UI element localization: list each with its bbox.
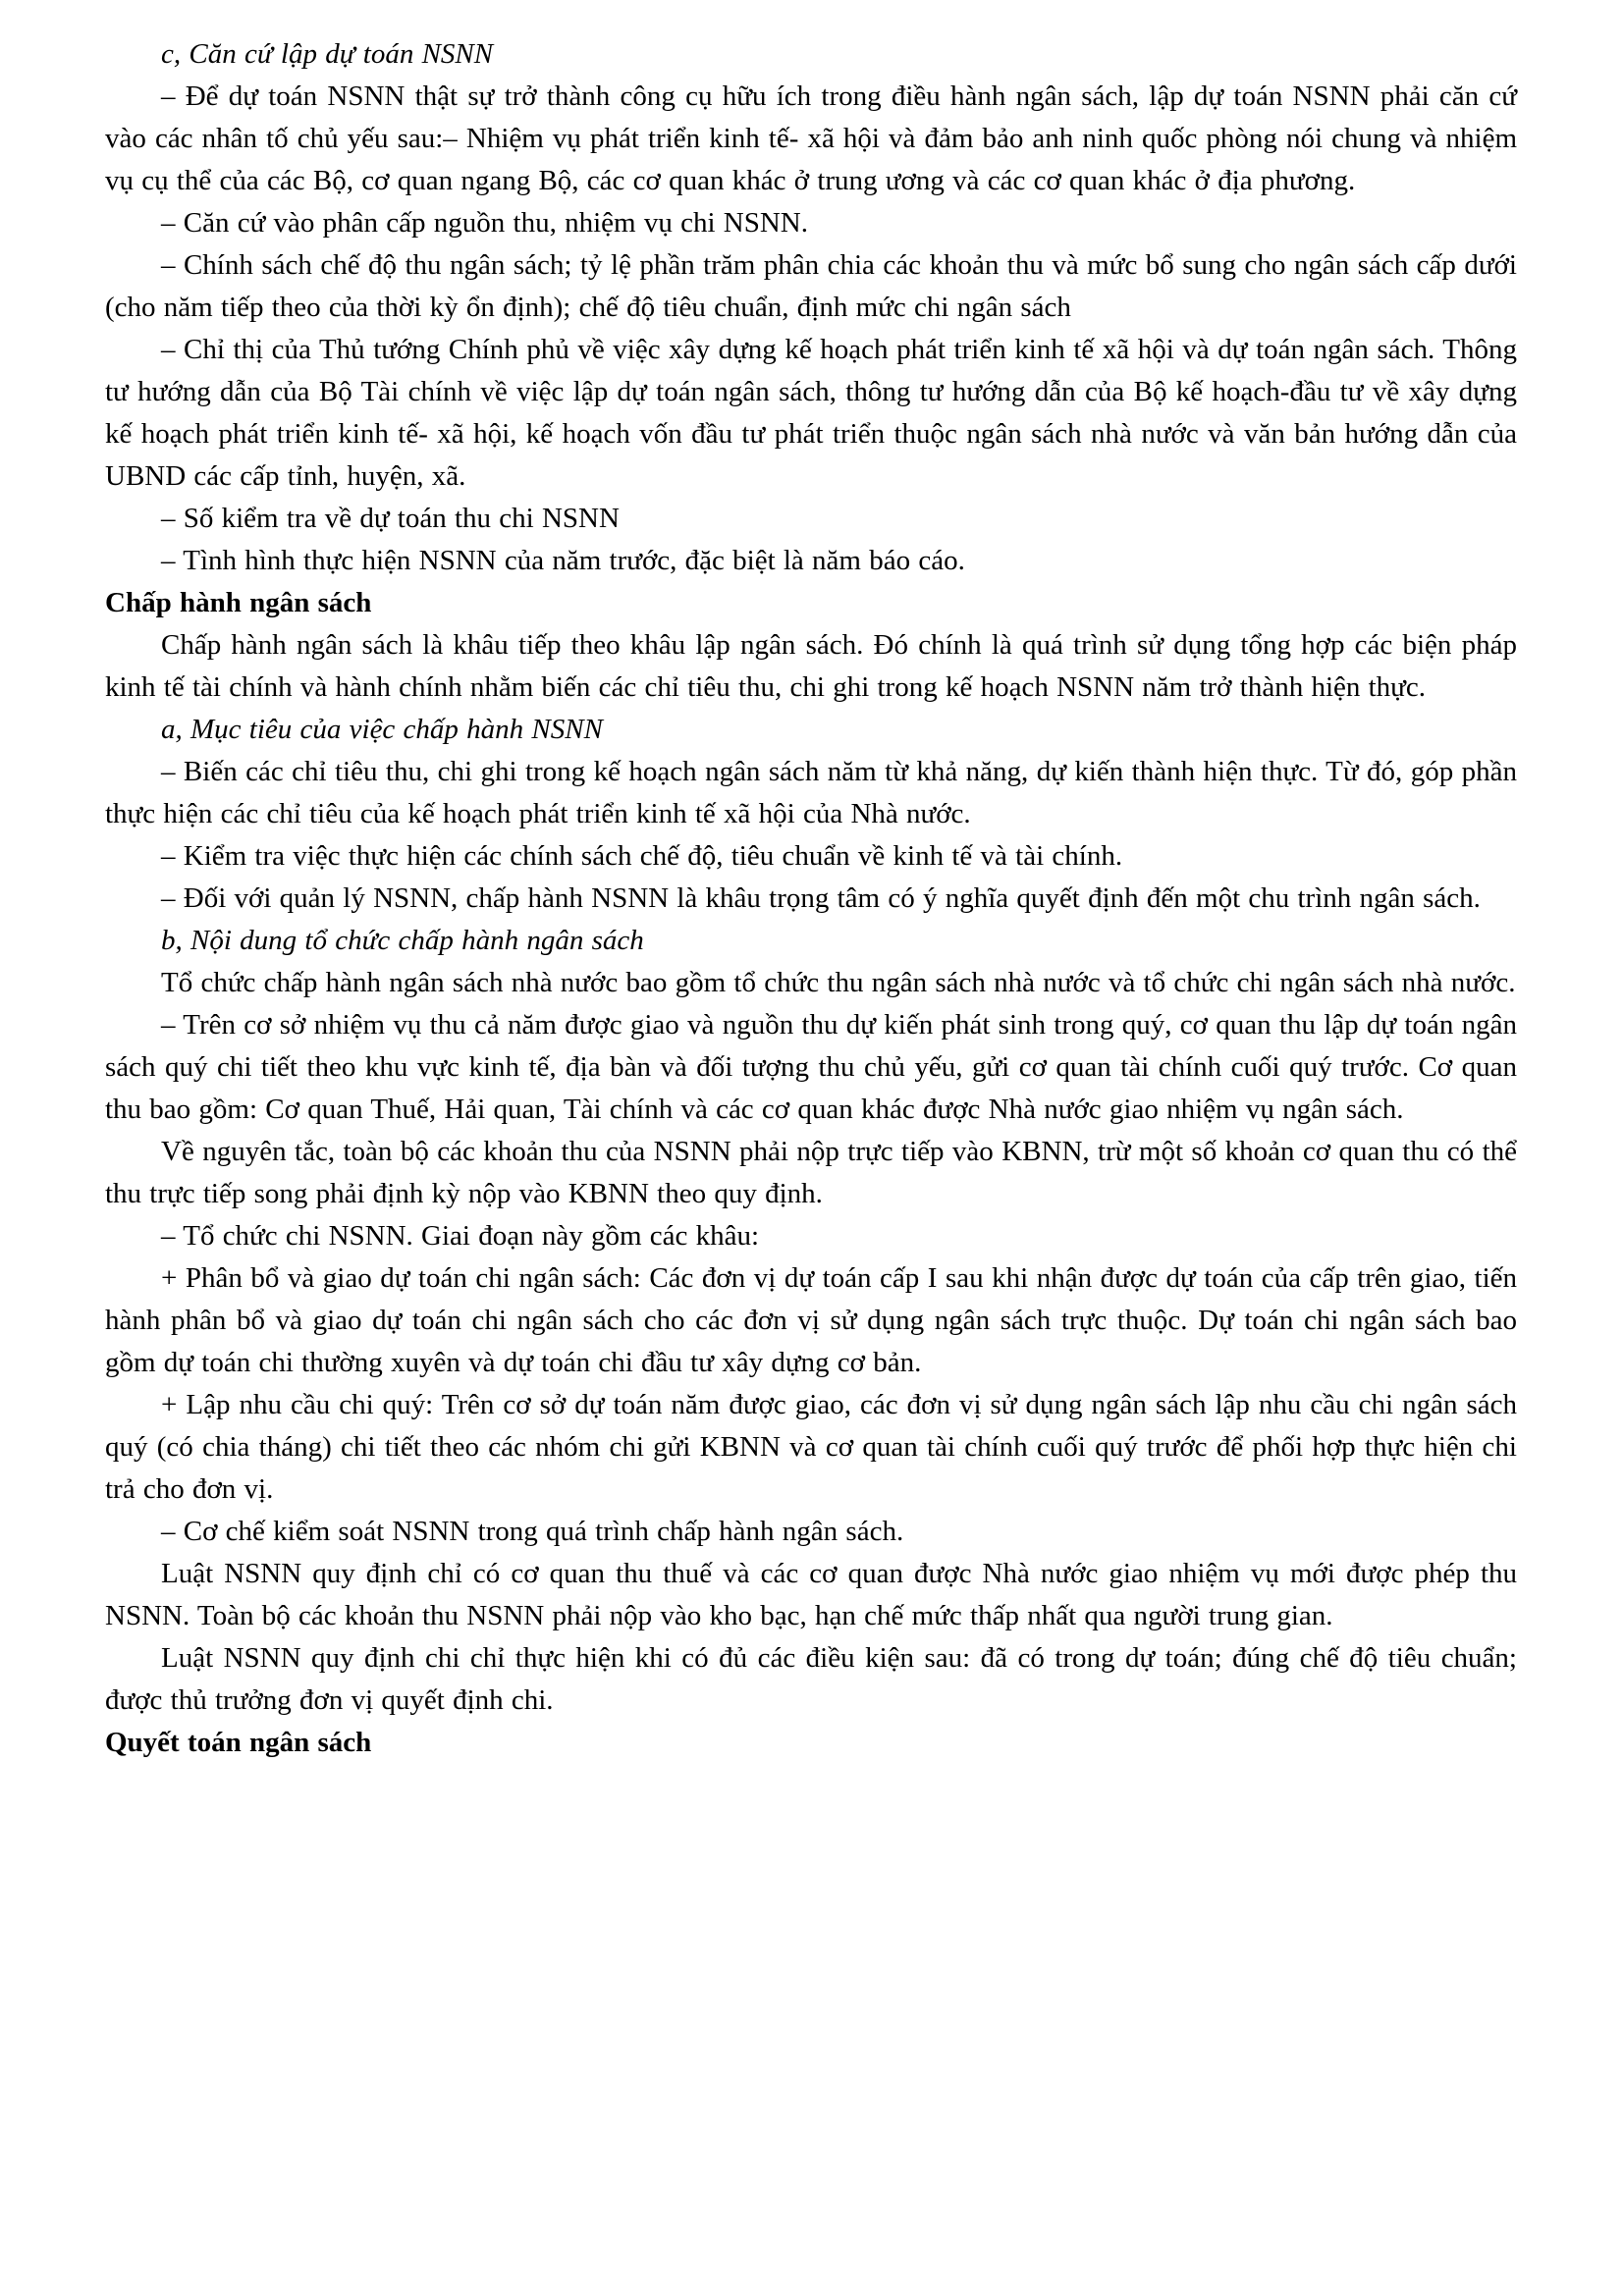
paragraph: – Tình hình thực hiện NSNN của năm trước, đặc biệt là năm báo cáo. xyxy=(161,545,965,576)
paragraph: – Căn cứ vào phân cấp nguồn thu, nhiệm vụ chi NSNN. xyxy=(161,207,808,239)
paragraph: – Chỉ thị của Thủ tướng Chính phủ về việc xây dựng kế hoạch phát triển kinh tế xã hội và dự toán ngân sách. Thông tư hướng dẫn của Bộ Tài chính về việc lập dự toán ngân sách, thông tư hướng dẫn của Bộ kế hoạch-đầu tư về xây dựng kế hoạch phát triển kinh tế- xã hội, kế hoạch vốn đầu tư phát triển thuộc ngân sách nhà nước và văn bản hướng dẫn của UBND các cấp tỉnh, huyện, xã. xyxy=(105,334,1517,492)
paragraph: Về nguyên tắc, toàn bộ các khoản thu của NSNN phải nộp trực tiếp vào KBNN, trừ một số khoản cơ quan thu có thể thu trực tiếp song phải định kỳ nộp vào KBNN theo quy định. xyxy=(105,1136,1517,1209)
paragraph: Chấp hành ngân sách là khâu tiếp theo khâu lập ngân sách. Đó chính là quá trình sử dụng tổng hợp các biện pháp kinh tế tài chính và hành chính nhằm biến các chỉ tiêu thu, chi ghi trong kế hoạch NSNN năm trở thành hiện thực. xyxy=(105,629,1517,703)
paragraph: – Đối với quản lý NSNN, chấp hành NSNN là khâu trọng tâm có ý nghĩa quyết định đến một chu trình ngân sách. xyxy=(161,882,1481,914)
paragraph: + Lập nhu cầu chi quý: Trên cơ sở dự toán năm được giao, các đơn vị sử dụng ngân sách lập nhu cầu chi ngân sách quý (có chia tháng) chi tiết theo các nhóm chi gửi KBNN và cơ quan tài chính cuối quý trước để phối hợp thực hiện chi trả cho đơn vị. xyxy=(105,1389,1517,1505)
paragraph: – Biến các chỉ tiêu thu, chi ghi trong kế hoạch ngân sách năm từ khả năng, dự kiến thành hiện thực. Từ đó, góp phần thực hiện các chỉ tiêu của kế hoạch phát triển kinh tế xã hội của Nhà nước. xyxy=(105,756,1517,829)
section-heading: Quyết toán ngân sách xyxy=(105,1727,372,1758)
subsection-heading: b, Nội dung tổ chức chấp hành ngân sách xyxy=(161,925,644,956)
paragraph: + Phân bổ và giao dự toán chi ngân sách: Các đơn vị dự toán cấp I sau khi nhận được dự toán của cấp trên giao, tiến hành phân bổ và giao dự toán chi ngân sách cho các đơn vị sử dụng ngân sách trực thuộc. Dự toán chi ngân sách bao gồm dự toán chi thường xuyên và dự toán chi đầu tư xây dựng cơ bản. xyxy=(105,1262,1517,1378)
paragraph: – Số kiểm tra về dự toán thu chi NSNN xyxy=(161,503,620,534)
paragraph: – Kiểm tra việc thực hiện các chính sách chế độ, tiêu chuẩn về kinh tế và tài chính. xyxy=(161,840,1123,872)
paragraph: – Cơ chế kiểm soát NSNN trong quá trình chấp hành ngân sách. xyxy=(161,1516,904,1547)
paragraph: Luật NSNN quy định chi chỉ thực hiện khi có đủ các điều kiện sau: đã có trong dự toán; đúng chế độ tiêu chuẩn; được thủ trưởng đơn vị quyết định chi. xyxy=(105,1642,1517,1716)
paragraph: – Trên cơ sở nhiệm vụ thu cả năm được giao và nguồn thu dự kiến phát sinh trong quý, cơ quan thu lập dự toán ngân sách quý chi tiết theo khu vực kinh tế, địa bàn và đối tượng thu chủ yếu, gửi cơ quan tài chính cuối quý trước. Cơ quan thu bao gồm: Cơ quan Thuế, Hải quan, Tài chính và các cơ quan khác được Nhà nước giao nhiệm vụ ngân sách. xyxy=(105,1009,1517,1125)
paragraph: Luật NSNN quy định chỉ có cơ quan thu thuế và các cơ quan được Nhà nước giao nhiệm vụ mới được phép thu NSNN. Toàn bộ các khoản thu NSNN phải nộp vào kho bạc, hạn chế mức thấp nhất qua người trung gian. xyxy=(105,1558,1517,1631)
subsection-heading: c, Căn cứ lập dự toán NSNN xyxy=(161,38,494,70)
paragraph: Tổ chức chấp hành ngân sách nhà nước bao gồm tổ chức thu ngân sách nhà nước và tổ chức chi ngân sách nhà nước. xyxy=(161,967,1516,998)
section-heading: Chấp hành ngân sách xyxy=(105,587,372,618)
paragraph: – Tổ chức chi NSNN. Giai đoạn này gồm các khâu: xyxy=(161,1220,760,1252)
paragraph: – Chính sách chế độ thu ngân sách; tỷ lệ phần trăm phân chia các khoản thu và mức bổ sung cho ngân sách cấp dưới (cho năm tiếp theo của thời kỳ ổn định); chế độ tiêu chuẩn, định mức chi ngân sách xyxy=(105,249,1517,323)
subsection-heading: a, Mục tiêu của việc chấp hành NSNN xyxy=(161,714,603,745)
paragraph: – Để dự toán NSNN thật sự trở thành công cụ hữu ích trong điều hành ngân sách, lập dự toán NSNN phải căn cứ vào các nhân tố chủ yếu sau:– Nhiệm vụ phát triển kinh tế- xã hội và đảm bảo anh ninh quốc phòng nói chung và nhiệm vụ cụ thể của các Bộ, cơ quan ngang Bộ, các cơ quan khác ở trung ương và các cơ quan khác ở địa phương. xyxy=(105,80,1517,196)
document-body xyxy=(105,33,1517,1764)
